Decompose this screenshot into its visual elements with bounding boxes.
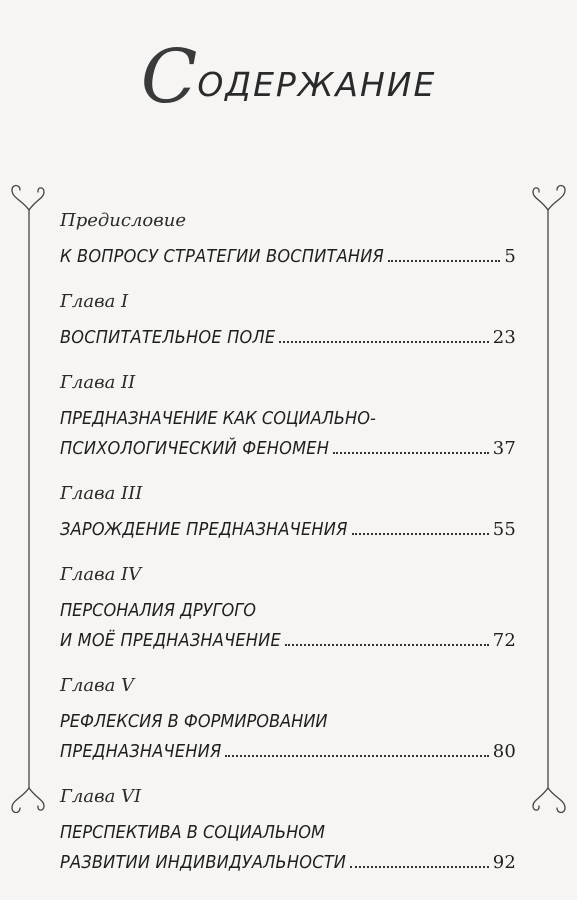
chapter-title: РАЗВИТИИ ИНДИВИДУАЛЬНОСТИ (60, 852, 347, 873)
chapter-label: Глава II (60, 372, 136, 393)
frame-ornament-left-bottom (12, 788, 44, 813)
dot-leader (279, 327, 488, 343)
chapter-title: К ВОПРОСУ СТРАТЕГИИ ВОСПИТАНИЯ (60, 246, 385, 267)
dot-leader (285, 630, 489, 646)
chapter-title-row (60, 626, 516, 656)
dot-leader (333, 438, 489, 454)
toc-entry (60, 562, 516, 656)
chapter-title-line: ПЕРСПЕКТИВА В СОЦИАЛЬНОМ (60, 822, 325, 843)
chapter-title: ПСИХОЛОГИЧЕСКИЙ ФЕНОМЕН (60, 438, 330, 459)
frame-ornament-right-top (533, 186, 565, 211)
dot-leader (352, 519, 489, 535)
chapter-label: Глава IV (60, 564, 142, 585)
page-number: 55 (492, 519, 516, 540)
toc-entry (60, 673, 516, 767)
toc-entry (60, 481, 516, 545)
chapter-title-line: РЕФЛЕКСИЯ В ФОРМИРОВАНИИ (60, 711, 328, 732)
chapter-title-row (60, 737, 516, 767)
chapter-title-row (60, 515, 516, 545)
chapter-title-line: ПРЕДНАЗНАЧЕНИЕ КАК СОЦИАЛЬНО- (60, 408, 376, 429)
chapter-title: ПРЕДНАЗНАЧЕНИЯ (60, 741, 222, 762)
toc-entry (60, 784, 516, 878)
page-number: 72 (492, 630, 516, 651)
toc-entry (60, 289, 516, 353)
page-number: 80 (492, 741, 516, 762)
dot-leader (225, 741, 488, 757)
chapter-title: ЗАРОЖДЕНИЕ ПРЕДНАЗНАЧЕНИЯ (60, 519, 348, 540)
chapter-label: Глава V (60, 675, 135, 696)
frame-ornament-right-bottom (533, 788, 565, 813)
chapter-title: И МОЁ ПРЕДНАЗНАЧЕНИЕ (60, 630, 281, 651)
page-number: 23 (492, 327, 516, 348)
chapter-label: Предисловие (60, 210, 186, 231)
chapter-title-row (60, 848, 516, 878)
title-rest: ОДЕРЖАНИЕ (197, 65, 437, 104)
chapter-title-row (60, 434, 516, 464)
table-of-contents (60, 208, 516, 895)
chapter-title-row (60, 323, 516, 353)
page-number: 5 (504, 246, 516, 267)
chapter-label: Глава I (60, 291, 129, 312)
toc-entry (60, 370, 516, 464)
dot-leader (350, 852, 489, 868)
chapter-label: Глава III (60, 483, 143, 504)
chapter-title-line: ПЕРСОНАЛИЯ ДРУГОГО (60, 600, 256, 621)
toc-entry (60, 208, 516, 272)
dot-leader (388, 246, 500, 262)
frame-ornament-left-top (12, 186, 44, 211)
chapter-title-row (60, 242, 516, 272)
title-initial-letter: С (140, 34, 198, 120)
page-number: 92 (492, 852, 516, 873)
page-number: 37 (492, 438, 516, 459)
chapter-label: Глава VI (60, 786, 142, 807)
chapter-title: ВОСПИТАТЕЛЬНОЕ ПОЛЕ (60, 327, 276, 348)
